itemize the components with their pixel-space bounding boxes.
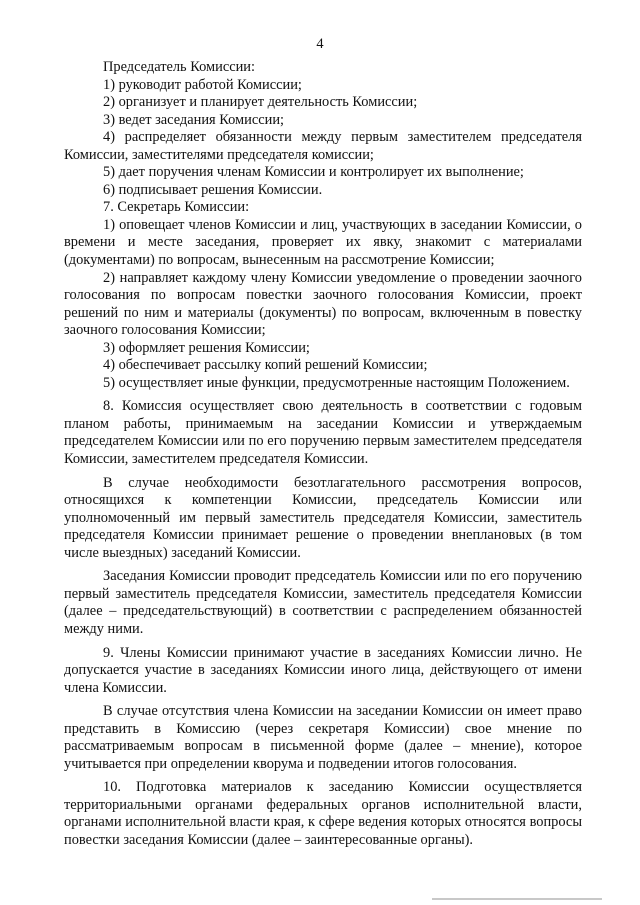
paragraph-section-8: 8. Комиссия осуществляет свою деятельность в соответствии с годовым планом работы, принимаемым на заседании Комиссии и утверждаемым председателем Комиссии или по его поручению первым заместителем председателя Комиссии, заместителем председателя Комиссии. [64,398,582,468]
paragraph-absence-opinion: В случае отсутствия члена Комиссии на заседании Комиссии он имеет право представить в Комиссию (через секретаря Комиссии) свое мнение по рассматриваемым вопросам в письменной форме (далее – мнение), которое учитывается при определении кворума и подведении итогов голосования. [64,703,582,772]
paragraph-meetings-chairing: Заседания Комиссии проводит председатель Комиссии или по его поручению первый заместитель председателя Комиссии, заместитель председателя Комиссии (далее – председательствующий) в соответствии с распределением обязанностей между ними. [64,568,582,637]
paragraph-chairman-item-2: 2) организует и планирует деятельность Комиссии; [103,94,418,111]
paragraph-chairman-heading: Председатель Комиссии: [103,59,256,75]
paragraph-chairman-item-4: 4) распределяет обязанности между первым заместителем председателя Комиссии, заместителями председателя комиссии; [64,129,582,163]
paragraph-section-9: 9. Члены Комиссии принимают участие в заседаниях Комиссии лично. Не допускается участие в заседаниях Комиссии иного лица, действующего от имени члена Комиссии. [64,644,582,696]
paragraph-section-10: 10. Подготовка материалов к заседанию Комиссии осуществляется территориальными органами федеральных органов исполнительной власти, органами исполнительной власти края, к сфере ведения которых относятся вопросы повестки заседания Комиссии (далее – заинтересованные органы). [64,779,582,848]
page-number: 4 [316,36,324,52]
paragraph-chairman-item-3: 3) ведет заседания Комиссии; [103,111,285,128]
paragraph-chairman-item-5: 5) дает поручения членам Комиссии и контролирует их выполнение; [103,164,524,181]
paragraph-secretary-item-1: 1) оповещает членов Комиссии и лиц, участвующих в заседании Комиссии, о времени и месте заседания, проверяет их явку, знакомит с материалами (документами) по вопросам, вынесенным на рассмотрение Комиссии; [64,216,582,269]
paragraph-secretary-item-4: 4) обеспечивает рассылку копий решений Комиссии; [103,357,428,374]
paragraph-extraordinary-meetings: В случае необходимости безотлагательного рассмотрения вопросов, относящихся к компетенции Комиссии, председатель Комиссии или уполномоченный им первый заместитель председателя Комиссии, заместитель председателя Комиссии принимает решение о проведении внеплановых (в том числе выездных) заседаний Комиссии. [64,474,582,561]
paragraph-secretary-heading: 7. Секретарь Комиссии: [103,199,250,216]
document-body [64,59,582,850]
paragraph-chairman-item-6: 6) подписывает решения Комиссии. [103,181,323,198]
paragraph-secretary-item-2: 2) направляет каждому члену Комиссии уведомление о проведении заочного голосования по вопросам повестки заочного голосования Комиссии, проект решений по ним и материалы (документы) по вопросам, включенным в повестку заочного голосования Комиссии; [64,269,582,339]
paragraph-secretary-item-5: 5) осуществляет иные функции, предусмотренные настоящим Положением. [103,374,570,391]
paragraph-chairman-item-1: 1) руководит работой Комиссии; [103,76,302,93]
scan-edge-mark [432,898,602,900]
paragraph-secretary-item-3: 3) оформляет решения Комиссии; [103,339,310,356]
